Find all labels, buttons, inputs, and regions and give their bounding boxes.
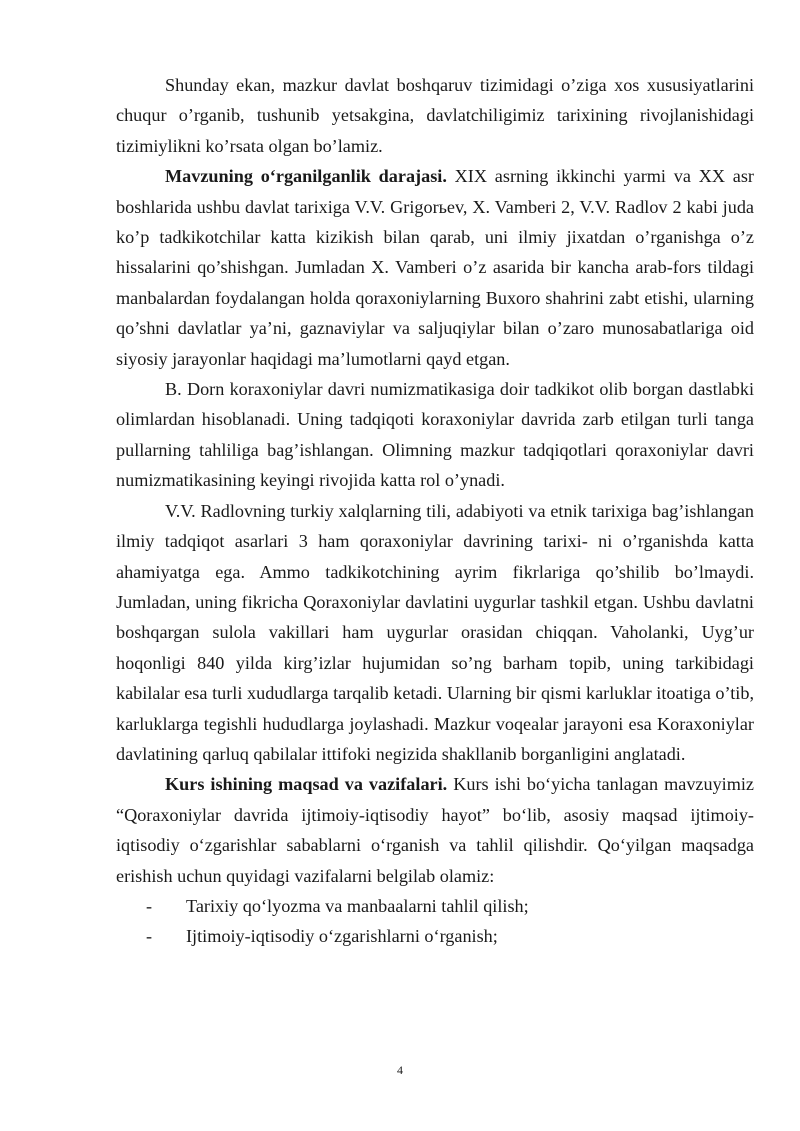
section-heading-goals: Kurs ishining maqsad va vazifalari. bbox=[165, 774, 448, 795]
paragraph-text: V.V. Radlovning turkiy xalqlarning tili, adabiyoti va etnik tarixiga bag’ishlangan ilmiy tadqiqot asarlari 3 ham qoraxoniylar davrining tarixi- ni o’rganishda katta ahamiyatga ega. Ammo tadkikotchining ayrim fikrlariga qo’shilib bo’lmaydi. Jumladan, uning fikricha Qoraxoniylar davlatini uygurlar tashkil etgan. Ushbu davlatni boshqargan sulola vakillari ham uygurlar orasidan chiqqan. Vaholanki, Uyg’ur hoqonligi 840 yilda kirg’izlar hujumidan so’ng barham topib, uning tarkibidagi kabilalar esa turli xududlarga tarqalib ketadi. Ularning bir qismi karluklar itoatiga o’tib, karluklarga tegishli hududlarga joylashadi. Mazkur voqealar jarayoni esa Koraxoniylar davlatining qarluq qabilalar ittifoki negizida shakllanib borganligini anglatadi. bbox=[116, 500, 754, 764]
section-heading-research-level: Mavzuning o‘rganilganlik darajasi. bbox=[165, 166, 447, 187]
list-item bbox=[116, 921, 754, 951]
paragraph-dorn bbox=[116, 374, 754, 496]
list-item-text: Tarixiy qo‘lyozma va manbaalarni tahlil qilish; bbox=[186, 895, 529, 916]
paragraph-goals bbox=[116, 769, 754, 891]
paragraph-research-level bbox=[116, 161, 754, 374]
paragraph-text: Shunday ekan, mazkur davlat boshqaruv tizimidagi o’ziga xos xususiyatlarini chuqur o’rganib, tushunib yetsakgina, davlatchiligimiz tarixining rivojlanishidagi tizimiylikni ko’rsata olgan bo’lamiz. bbox=[116, 75, 754, 156]
paragraph-text: Kurs ishi bo‘yicha tanlagan mavzuyimiz “Qoraxoniylar davrida ijtimoiy-iqtisodiy hayot” bo‘lib, asosiy maqsad ijtimoiy-iqtisodiy o‘zgarishlar sabablarni o‘rganish va tahlil qilishdir. Qo‘yilgan maqsadga erishish uchun quyidagi vazifalarni belgilab olamiz: bbox=[116, 774, 754, 886]
list-marker: - bbox=[146, 895, 153, 916]
paragraph-radlov bbox=[116, 496, 754, 770]
list-item-text: Ijtimoiy-iqtisodiy o‘zgarishlarni o‘rganish; bbox=[186, 926, 498, 947]
paragraph-text: B. Dorn koraxoniylar davri numizmatikasiga doir tadkikot olib borgan dastlabki olimlardan hisoblanadi. Uning tadqiqoti koraxoniylar davrida zarb etilgan turli tanga pullarning tahliliga bag’ishlangan. Olimning mazkur tadqiqotlari qoraxoniylar davri numizmatikasining keyingi rivojida katta rol o’ynadi. bbox=[116, 379, 754, 491]
list-marker: - bbox=[146, 926, 153, 947]
list-item bbox=[116, 891, 754, 921]
page-number: 4 bbox=[397, 1063, 403, 1077]
document-body bbox=[116, 70, 754, 952]
paragraph-text: XIX asrning ikkinchi yarmi va XX asr boshlarida ushbu davlat tarixiga V.V. Grigorьev, X. Vamberi 2, V.V. Radlov 2 kabi juda ko’p tadkikotchilar katta kizikish bilan qarab, uni ilmiy jixatdan o’rganishga o’z hissalarini qo’shishgan. Jumladan X. Vamberi o’z asarida bir kancha arab-fors tildagi manbalardan foydalangan holda qoraxoniylarning Buxoro shahrini zabt etishi, ularning qo’shni davlatlar ya’ni, gaznaviylar va saljuqiylar bilan o’zaro munosabatlariga oid siyosiy jarayonlar haqidagi ma’lumotlarni qayd etgan. bbox=[116, 166, 754, 369]
paragraph-intro bbox=[116, 70, 754, 161]
